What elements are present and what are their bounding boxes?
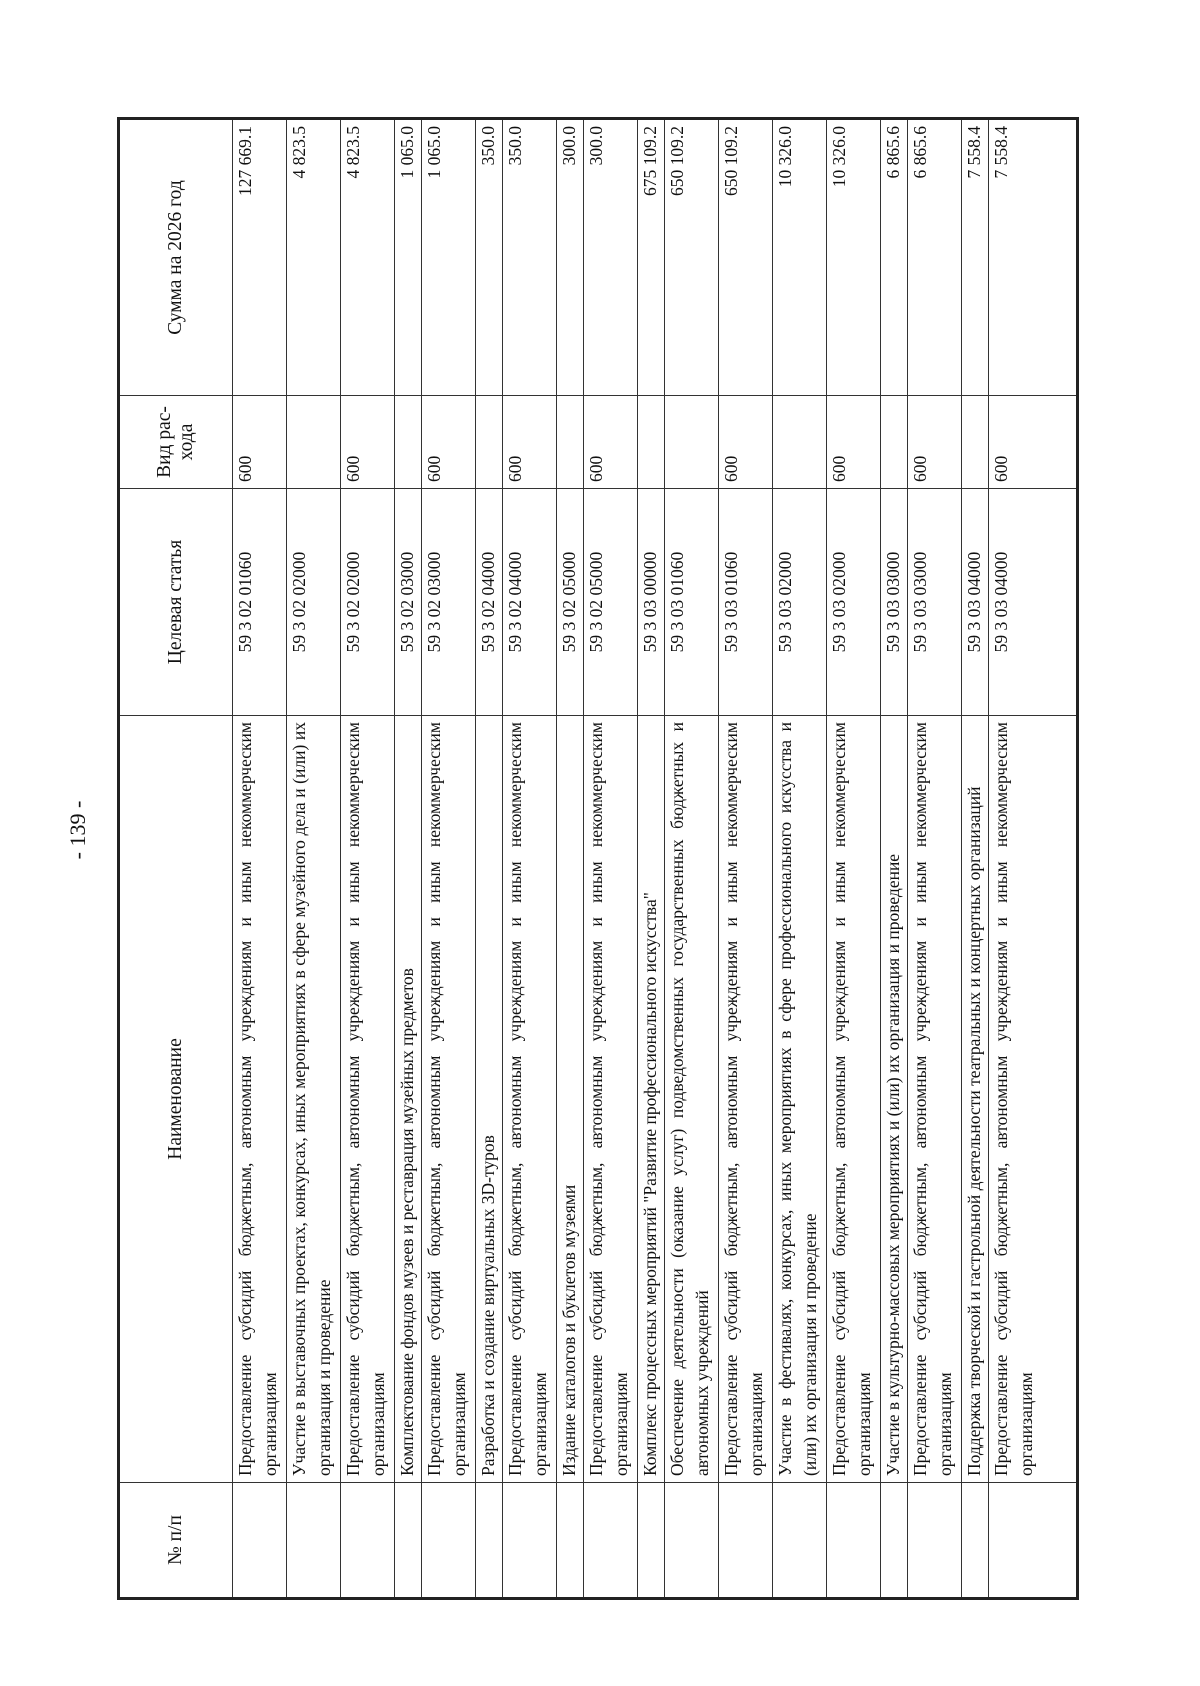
header-target-article: Целевая статья — [119, 489, 233, 716]
row-expense-type: 600 — [503, 396, 557, 489]
row-target-article: 59 3 02 02000 — [287, 489, 341, 716]
row-number — [395, 1483, 422, 1599]
table-row — [557, 119, 584, 1599]
rotated-page-content — [117, 120, 1079, 1600]
table-row — [584, 119, 638, 1599]
row-name: Участие в выставочных проектах, конкурсах, иных мероприятиях в сфере музейного дела и (или) их организация и проведение — [287, 716, 341, 1483]
row-sum: 4 823.5 — [287, 119, 341, 396]
table-row — [341, 119, 395, 1599]
row-target-article: 59 3 02 03000 — [422, 489, 476, 716]
row-sum: 650 109.2 — [665, 119, 719, 396]
table-row — [908, 119, 962, 1599]
table-row — [827, 119, 881, 1599]
row-sum: 1 065.0 — [422, 119, 476, 396]
row-expense-type: 600 — [719, 396, 773, 489]
row-target-article: 59 3 03 01060 — [665, 489, 719, 716]
row-expense-type — [476, 396, 503, 489]
row-target-article: 59 3 03 03000 — [908, 489, 962, 716]
row-number — [287, 1483, 341, 1599]
row-name: Предоставление субсидий бюджетным, автономным учреждениям и иным некоммерческим организациям — [908, 716, 962, 1483]
row-expense-type — [962, 396, 989, 489]
header-expense-type: Вид рас-хода — [119, 396, 233, 489]
row-name: Предоставление субсидий бюджетным, автономным учреждениям и иным некоммерческим организациям — [584, 716, 638, 1483]
table-row — [233, 119, 287, 1599]
row-name: Поддержка творческой и гастрольной деятельности театральных и концертных организаций — [962, 716, 989, 1483]
row-target-article: 59 3 03 03000 — [881, 489, 908, 716]
row-expense-type — [557, 396, 584, 489]
row-number — [908, 1483, 962, 1599]
row-target-article: 59 3 03 00000 — [638, 489, 665, 716]
row-sum: 1 065.0 — [395, 119, 422, 396]
row-sum: 7 558.4 — [989, 119, 1078, 396]
row-name: Предоставление субсидий бюджетным, автономным учреждениям и иным некоммерческим организациям — [422, 716, 476, 1483]
row-number — [476, 1483, 503, 1599]
row-number — [341, 1483, 395, 1599]
row-target-article: 59 3 02 03000 — [395, 489, 422, 716]
table-row — [962, 119, 989, 1599]
table-header-row — [119, 119, 233, 1599]
row-name: Обеспечение деятельности (оказание услуг) подведомственных государственных бюджетных и автономных учреждений — [665, 716, 719, 1483]
row-target-article: 59 3 02 05000 — [557, 489, 584, 716]
row-number — [557, 1483, 584, 1599]
row-expense-type — [638, 396, 665, 489]
row-expense-type: 600 — [908, 396, 962, 489]
row-expense-type: 600 — [341, 396, 395, 489]
row-name: Предоставление субсидий бюджетным, автономным учреждениям и иным некоммерческим организациям — [827, 716, 881, 1483]
table-row — [503, 119, 557, 1599]
table-row — [989, 119, 1078, 1599]
row-number — [665, 1483, 719, 1599]
table-row — [638, 119, 665, 1599]
row-expense-type — [773, 396, 827, 489]
row-sum: 300.0 — [584, 119, 638, 396]
row-expense-type — [665, 396, 719, 489]
row-target-article: 59 3 02 05000 — [584, 489, 638, 716]
row-number — [881, 1483, 908, 1599]
row-number — [584, 1483, 638, 1599]
table-row — [395, 119, 422, 1599]
row-name: Предоставление субсидий бюджетным, автономным учреждениям и иным некоммерческим организациям — [719, 716, 773, 1483]
table-row — [773, 119, 827, 1599]
row-name: Предоставление субсидий бюджетным, автономным учреждениям и иным некоммерческим организациям — [989, 716, 1078, 1483]
row-sum: 10 326.0 — [827, 119, 881, 396]
row-sum: 4 823.5 — [341, 119, 395, 396]
row-expense-type: 600 — [584, 396, 638, 489]
table-row — [665, 119, 719, 1599]
row-number — [719, 1483, 773, 1599]
header-number: № п/п — [119, 1483, 233, 1599]
row-name: Предоставление субсидий бюджетным, автономным учреждениям и иным некоммерческим организациям — [341, 716, 395, 1483]
row-number — [638, 1483, 665, 1599]
row-number — [962, 1483, 989, 1599]
row-number — [422, 1483, 476, 1599]
row-name: Участие в культурно-массовых мероприятиях и (или) их организация и проведение — [881, 716, 908, 1483]
row-expense-type: 600 — [989, 396, 1078, 489]
row-name: Предоставление субсидий бюджетным, автономным учреждениям и иным некоммерческим организациям — [233, 716, 287, 1483]
row-expense-type — [881, 396, 908, 489]
row-sum: 10 326.0 — [773, 119, 827, 396]
row-target-article: 59 3 03 01060 — [719, 489, 773, 716]
row-expense-type: 600 — [233, 396, 287, 489]
table-row — [881, 119, 908, 1599]
row-target-article: 59 3 02 04000 — [503, 489, 557, 716]
budget-table — [117, 117, 1079, 1600]
table-row — [287, 119, 341, 1599]
row-name: Комплектование фондов музеев и реставрация музейных предметов — [395, 716, 422, 1483]
row-target-article: 59 3 02 02000 — [341, 489, 395, 716]
row-number — [773, 1483, 827, 1599]
row-target-article: 59 3 03 04000 — [989, 489, 1078, 716]
row-number — [233, 1483, 287, 1599]
row-target-article: 59 3 02 01060 — [233, 489, 287, 716]
row-expense-type: 600 — [422, 396, 476, 489]
row-target-article: 59 3 03 04000 — [962, 489, 989, 716]
row-number — [989, 1483, 1078, 1599]
row-sum: 350.0 — [476, 119, 503, 396]
row-sum: 675 109.2 — [638, 119, 665, 396]
row-sum: 300.0 — [557, 119, 584, 396]
table-body — [233, 119, 1078, 1599]
row-number — [827, 1483, 881, 1599]
table-row — [422, 119, 476, 1599]
row-name: Комплекс процессных мероприятий "Развитие профессионального искусства" — [638, 716, 665, 1483]
row-sum: 6 865.6 — [881, 119, 908, 396]
header-name: Наименование — [119, 716, 233, 1483]
row-name: Участие в фестивалях, конкурсах, иных мероприятиях в сфере профессионального искусства и (или) их организация и проведение — [773, 716, 827, 1483]
row-sum: 127 669.1 — [233, 119, 287, 396]
row-target-article: 59 3 02 04000 — [476, 489, 503, 716]
row-sum: 350.0 — [503, 119, 557, 396]
row-name: Разработка и создание виртуальных 3D-туров — [476, 716, 503, 1483]
row-sum: 7 558.4 — [962, 119, 989, 396]
row-expense-type — [395, 396, 422, 489]
row-name: Предоставление субсидий бюджетным, автономным учреждениям и иным некоммерческим организациям — [503, 716, 557, 1483]
row-target-article: 59 3 03 02000 — [827, 489, 881, 716]
header-sum-2026: Сумма на 2026 год — [119, 119, 233, 396]
row-expense-type — [287, 396, 341, 489]
row-number — [503, 1483, 557, 1599]
page-number: - 139 - — [65, 800, 90, 860]
table-row — [719, 119, 773, 1599]
row-expense-type: 600 — [827, 396, 881, 489]
row-name: Издание каталогов и буклетов музеями — [557, 716, 584, 1483]
row-target-article: 59 3 03 02000 — [773, 489, 827, 716]
table-row — [476, 119, 503, 1599]
row-sum: 6 865.6 — [908, 119, 962, 396]
row-sum: 650 109.2 — [719, 119, 773, 396]
